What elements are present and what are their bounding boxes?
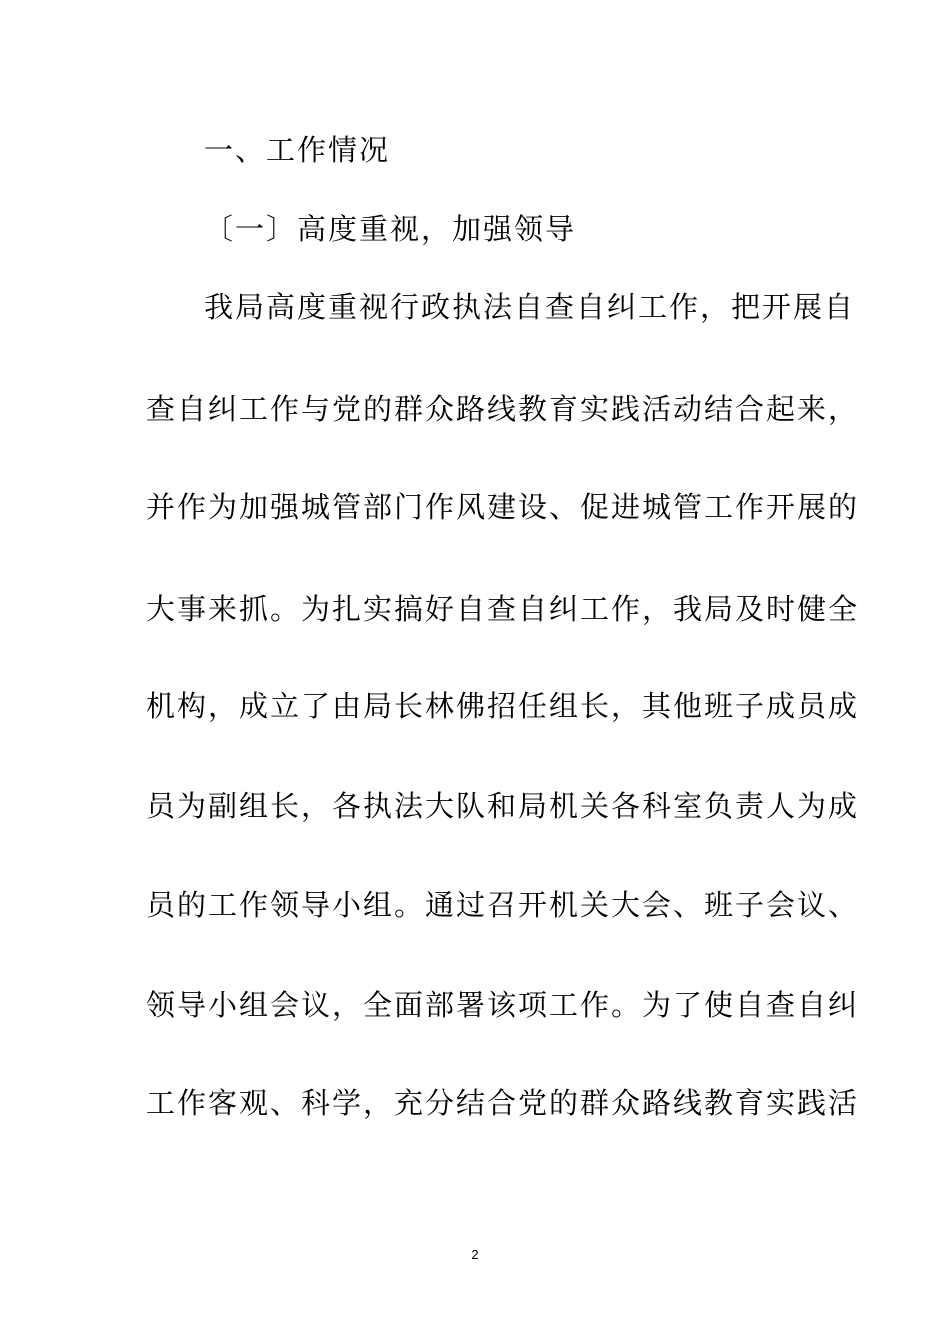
paragraph-line: 查自纠工作与党的群众路线教育实践活动结合起来， xyxy=(146,392,860,426)
paragraph-line: 并作为加强城管部门作风建设、促进城管工作开展的 xyxy=(146,490,860,524)
section-heading: 一、工作情况 xyxy=(204,133,391,167)
paragraph-line: 工作客观、科学，充分结合党的群众路线教育实践活 xyxy=(146,1086,860,1120)
page-number: 2 xyxy=(471,1247,479,1262)
paragraph-line: 我局高度重视行政执法自查自纠工作，把开展自 xyxy=(204,290,856,324)
paragraph-line: 机构，成立了由局长林佛招任组长，其他班子成员成 xyxy=(146,689,860,723)
paragraph-line: 员的工作领导小组。通过召开机关大会、班子会议、 xyxy=(146,888,860,922)
paragraph-line: 大事来抓。为扎实搞好自查自纠工作，我局及时健全 xyxy=(146,592,860,626)
subsection-heading: 〔一〕高度重视，加强领导 xyxy=(204,212,577,246)
paragraph-line: 员为副组长，各执法大队和局机关各科室负责人为成 xyxy=(146,789,860,823)
paragraph-line: 领导小组会议，全面部署该项工作。为了使自查自纠 xyxy=(146,988,860,1022)
